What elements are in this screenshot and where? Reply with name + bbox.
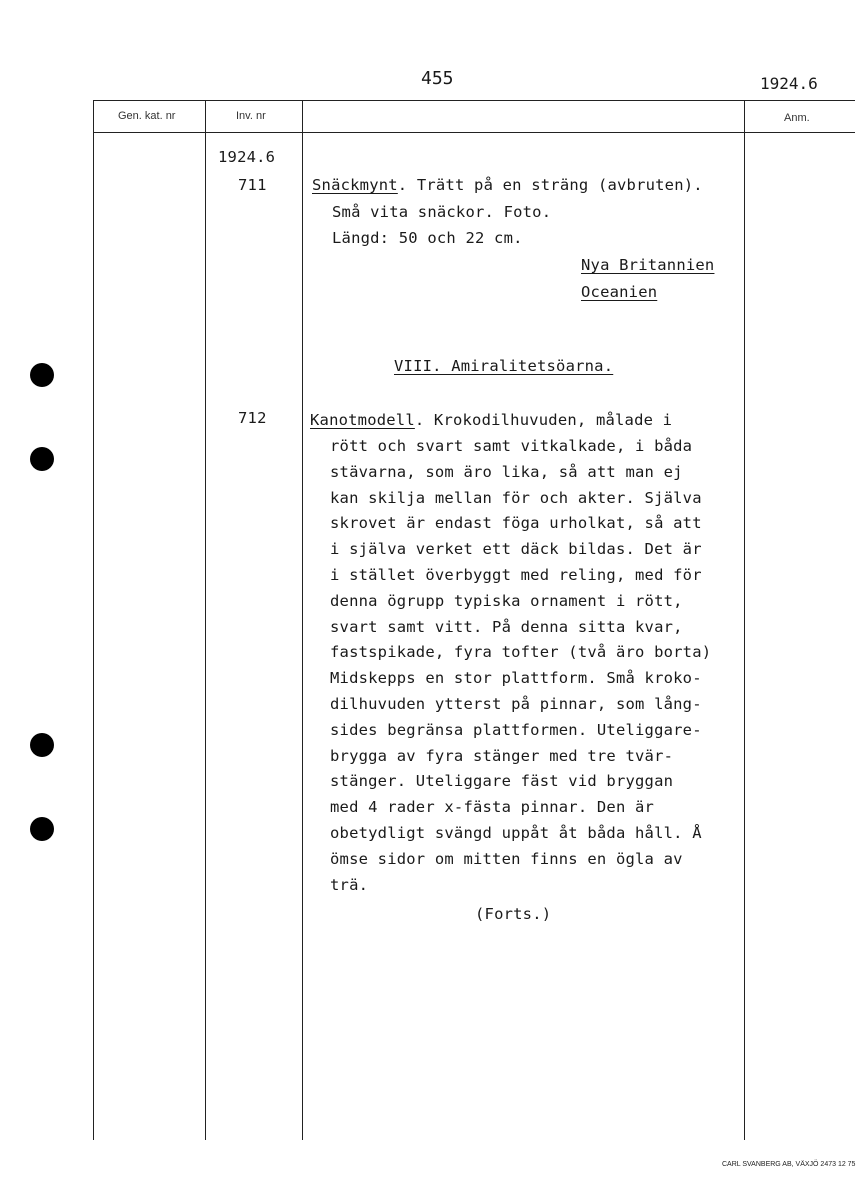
column-header-gen-kat-nr: Gen. kat. nr	[118, 110, 176, 122]
entry-712-text-line: stävarna, som äro lika, så att man ej	[330, 463, 683, 481]
entry-712-text-line: rött och svart samt vitkalkade, i båda	[330, 437, 693, 455]
column-divider-gen-inv	[205, 100, 206, 1140]
entry-711-line-1-rest: . Trätt på en sträng (avbruten).	[397, 176, 703, 194]
entry-711-title: Snäckmynt	[312, 176, 398, 194]
entry-712-text-line: dilhuvuden ytterst på pinnar, som lång-	[330, 695, 702, 713]
entry-712-text-line: kan skilja mellan för och akter. Själva	[330, 489, 702, 507]
entry-712-text-line: obetydligt svängd uppåt åt båda håll. Å	[330, 824, 702, 842]
entry-712-text-line: svart samt vitt. På denna sitta kvar,	[330, 618, 683, 636]
column-divider-left	[93, 100, 94, 1140]
entry-712-text-line: Midskepps en stor plattform. Små kroko-	[330, 669, 702, 687]
column-header-anm: Anm.	[784, 112, 810, 124]
entry-712-line-1-rest: . Krokodilhuvuden, målade i	[414, 411, 673, 429]
entry-712-title: Kanotmodell	[310, 411, 415, 429]
entry-712-text-line: i stället överbyggt med reling, med för	[330, 566, 702, 584]
entry-711-line-3: Längd: 50 och 22 cm.	[332, 229, 523, 247]
column-header-inv-nr: Inv. nr	[236, 110, 266, 122]
punch-hole	[30, 733, 54, 757]
entry-712-text-line: fastspikade, fyra tofter (två äro borta)	[330, 643, 712, 661]
inventory-number-711: 711	[238, 176, 267, 194]
register-number: 1924.6	[760, 74, 818, 93]
punch-hole	[30, 817, 54, 841]
entry-712-text-line: stänger. Uteliggare fäst vid bryggan	[330, 772, 674, 790]
page-number: 455	[421, 68, 454, 89]
entry-712-text-line: trä.	[330, 876, 369, 894]
entry-712-text-line: med 4 rader x-fästa pinnar. Den är	[330, 798, 655, 816]
entry-711-line-1	[312, 176, 703, 194]
continued-note: (Forts.)	[475, 905, 552, 923]
entry-712-text-line: brygga av fyra stänger med tre tvär-	[330, 747, 674, 765]
table-top-border	[93, 100, 855, 101]
entry-712-line-1	[310, 411, 672, 429]
section-heading: VIII. Amiralitetsöarna.	[394, 357, 614, 375]
entry-712-text-line: skrovet är endast föga urholkat, så att	[330, 514, 702, 532]
entry-712-text-line: denna ögrupp typiska ornament i rött,	[330, 592, 683, 610]
table-header-border	[93, 132, 855, 133]
printer-mark: CARL SVANBERG AB, VÄXJÖ 2473 12 75	[722, 1161, 856, 1168]
entry-712-text-line: ömse sidor om mitten finns en ögla av	[330, 850, 683, 868]
entry-712-text-line: i själva verket ett däck bildas. Det är	[330, 540, 702, 558]
punch-hole	[30, 447, 54, 471]
entry-711-place-2: Oceanien	[581, 283, 658, 301]
column-divider-text-anm	[744, 100, 745, 1140]
entry-711-place-1: Nya Britannien	[581, 256, 715, 274]
inventory-number-712: 712	[238, 409, 267, 427]
entry-year-prefix: 1924.6	[218, 148, 276, 166]
column-divider-inv-text	[302, 100, 303, 1140]
entry-711-line-2: Små vita snäckor. Foto.	[332, 203, 552, 221]
entry-712-text-line: sides begränsa plattformen. Uteliggare-	[330, 721, 702, 739]
punch-hole	[30, 363, 54, 387]
